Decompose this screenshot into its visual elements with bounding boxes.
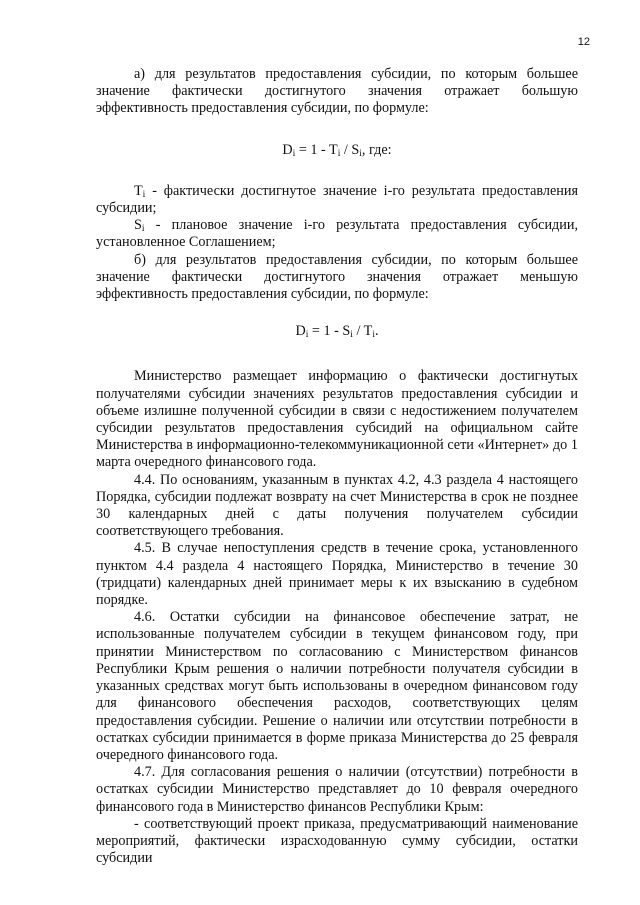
- formula-1: $D_i = 1 - T_i / S_i$, где:: [282, 141, 392, 159]
- paragraph-dash-item: - соответствующий проект приказа, предусматривающий наименование мероприятий, фактически израсходованную сумму субсидии, остатки субсидии: [96, 815, 578, 867]
- definition-ti: $T_i$ - фактически достигнутое значение i-го результата предоставления субсидии;: [96, 182, 578, 217]
- paragraph-ministry-info: Министерство размещает информацию о фактически достигнутых получателями субсидии значениях результатов предоставления субсидии и объеме излишне полученной субсидии в связи с недостижением получателем субсидии результатов предоставления субсидий на официальном сайте Министерства в информационно-телекоммуникационной сети «Интернет» до 1 марта очередного финансового года.: [96, 368, 578, 471]
- definition-si: $S_i$ - плановое значение i-го результата предоставления субсидии, установленное Соглашением;: [96, 217, 578, 251]
- document-body: [96, 66, 578, 867]
- paragraph-item-a: а) для результатов предоставления субсидии, по которым большее значение фактически достигнутого значения отражает большую эффективность предоставления субсидии, по формуле:: [96, 66, 578, 117]
- paragraph-item-b: б) для результатов предоставления субсидии, по которым большее значение фактически достигнутого значения отражает меньшую эффективность предоставления субсидии, по формуле:: [96, 251, 578, 303]
- paragraph-4-6: 4.6. Остатки субсидии на финансовое обеспечение затрат, не использованные получателем субсидии в текущем финансовом году, при принятии Министерством по согласованию с Министерством финансов Республики Крым решения о наличии потребности получателя субсидии в указанных средствах могут быть использованы в очередном финансовом году для финансового обеспечения расходов, соответствующих целям предоставления субсидии. Решение о наличии или отсутствии потребности в остатках субсидии принимается в форме приказа Министерства до 25 февраля очередного финансового года.: [96, 609, 578, 763]
- page-number: 12: [577, 36, 590, 48]
- paragraph-4-5: 4.5. В случае непоступления средств в течение срока, установленного пунктом 4.4 раздела 4 настоящего Порядка, Министерство в течение 30 (тридцати) календарных дней принимает меры к их взысканию в судебном порядке.: [96, 540, 578, 609]
- formula-2: $D_i = 1 - S_i / T_i$.: [295, 323, 379, 341]
- paragraph-4-4: 4.4. По основаниям, указанным в пунктах 4.2, 4.3 раздела 4 настоящего Порядка, субсидии подлежат возврату на счет Министерства в срок не позднее 30 календарных дней с даты получения получателем субсидии соответствующего требования.: [96, 471, 578, 540]
- paragraph-4-7: 4.7. Для согласования решения о наличии (отсутствии) потребности в остатках субсидии Министерство представляет до 10 февраля очередного финансового года в Министерство финансов Республики Крым:: [96, 764, 578, 815]
